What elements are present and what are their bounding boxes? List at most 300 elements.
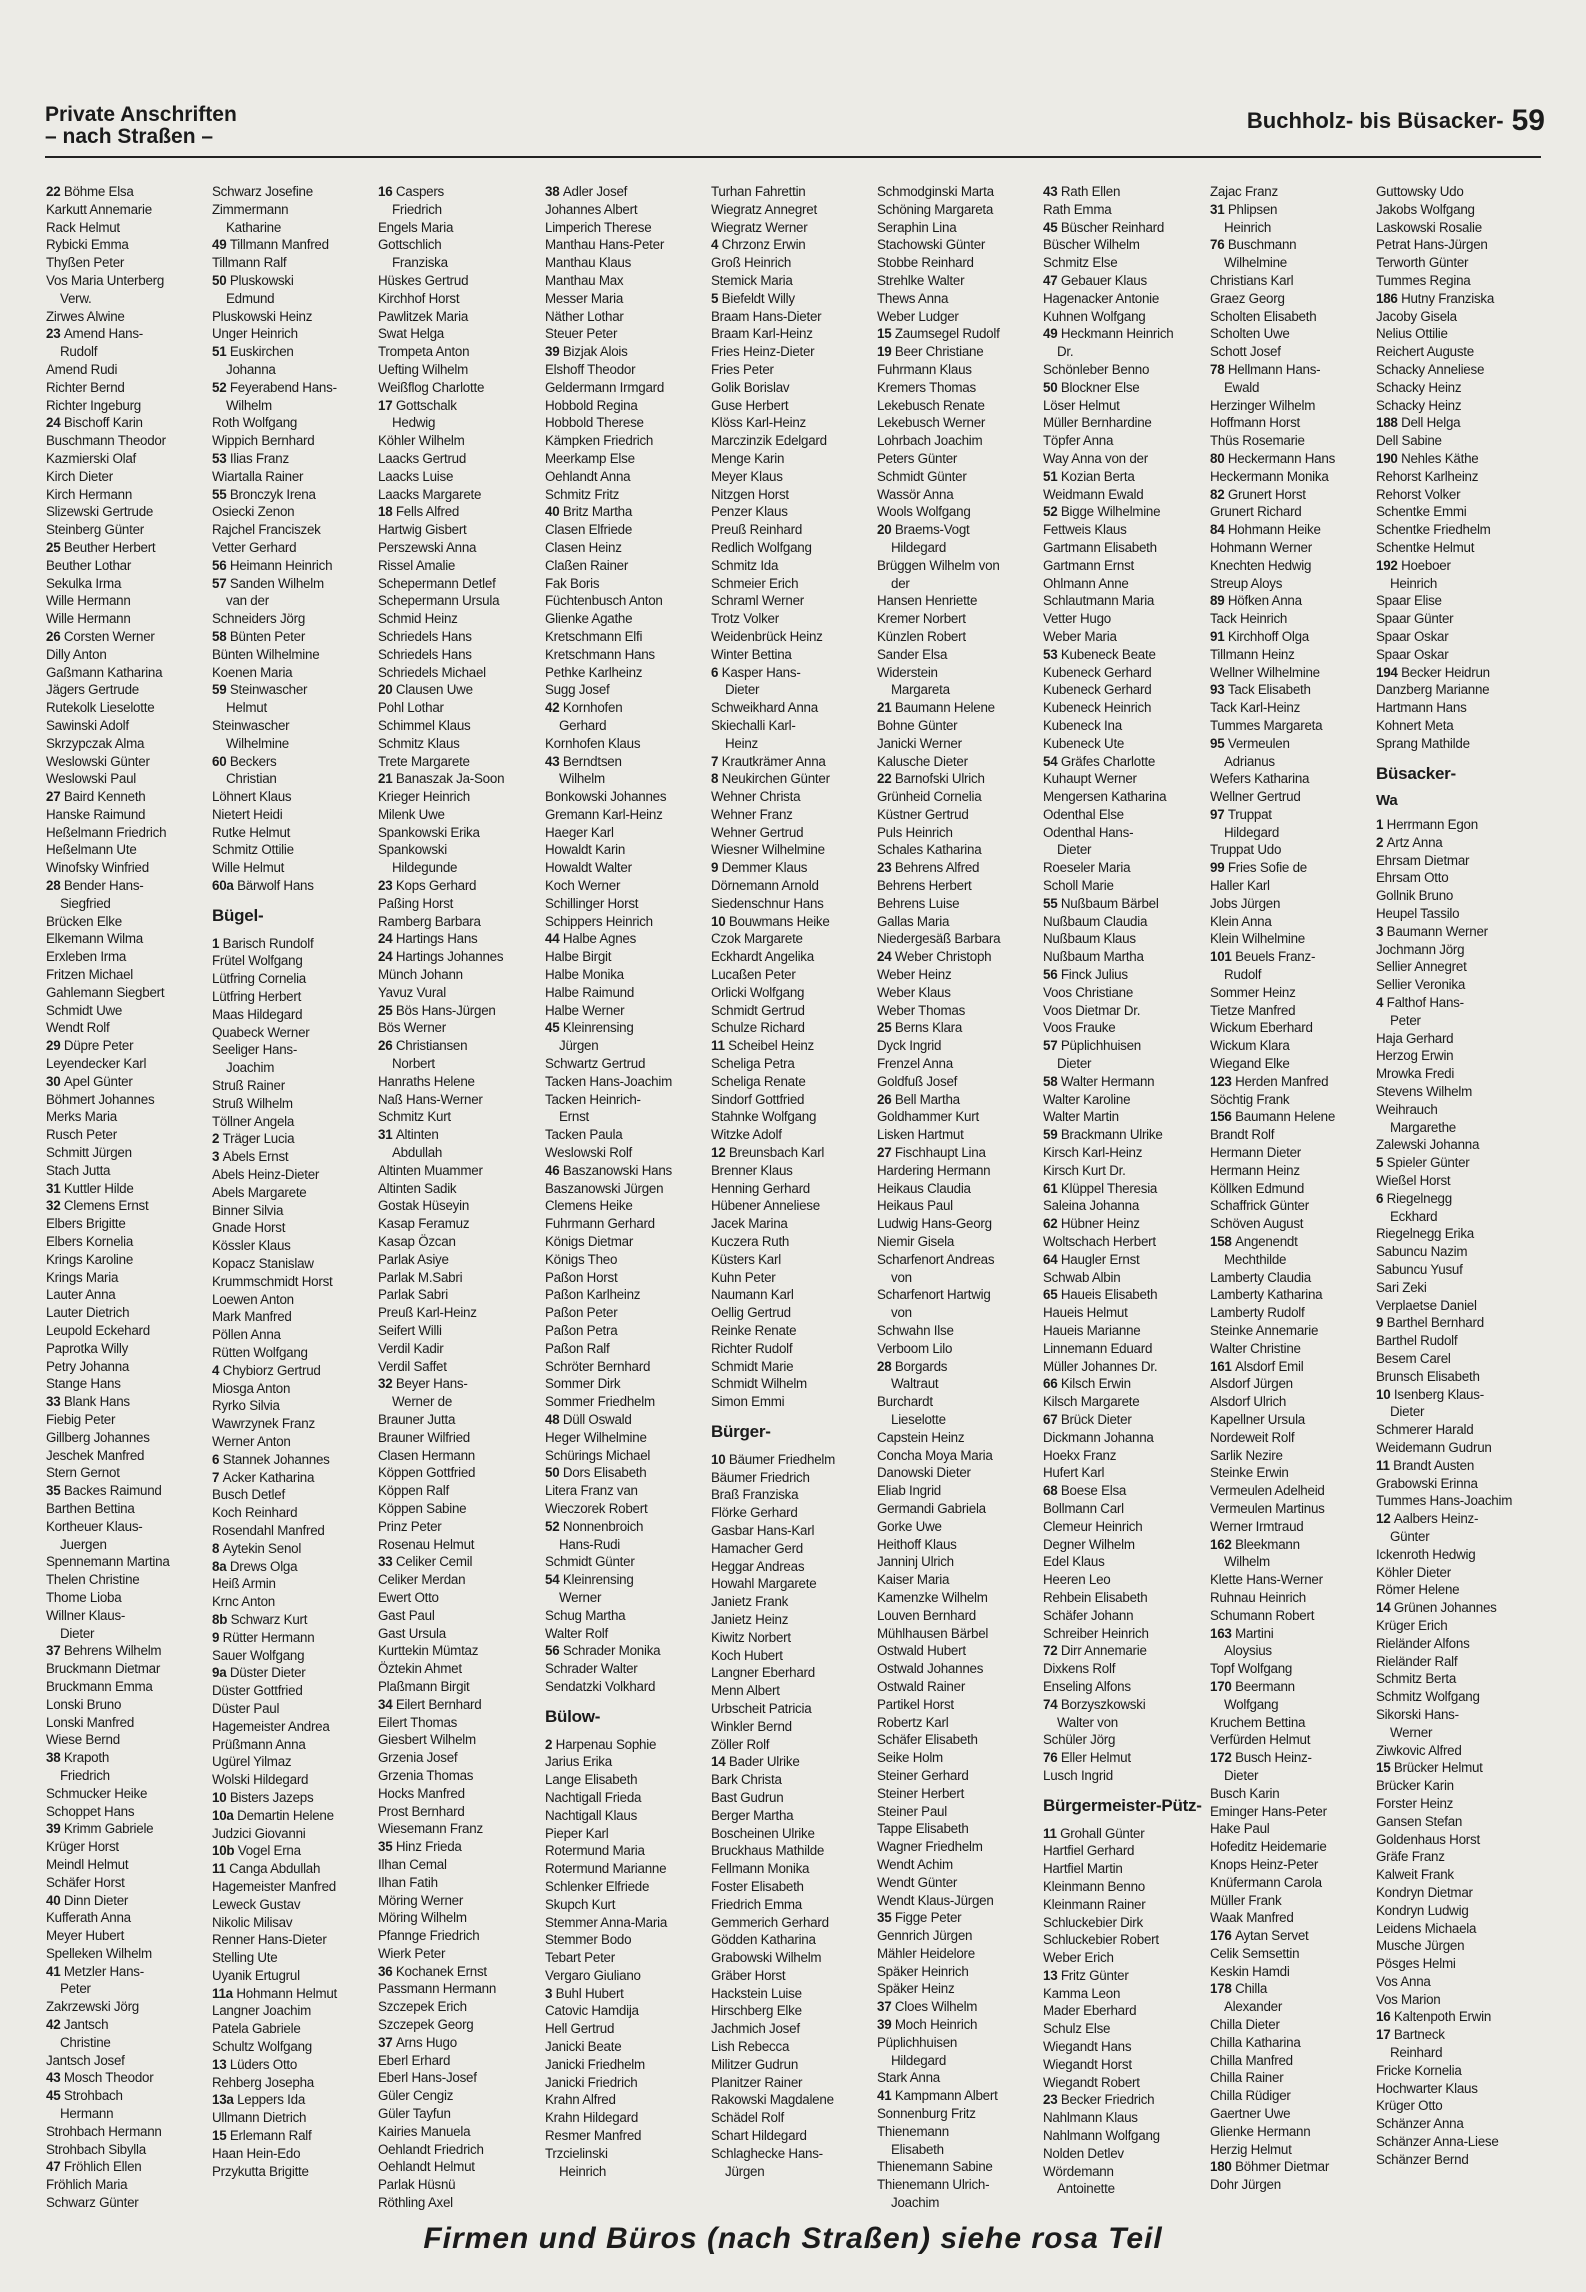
resident-entry: Schlaghecke Hans- (711, 2145, 823, 2161)
resident-entry: Herzig Helmut (1210, 2141, 1292, 2157)
resident-entry: Groß Heinrich (711, 255, 792, 271)
resident-entry: Lekebusch Werner (877, 415, 986, 431)
resident-entry: 40 Britz Martha (545, 504, 633, 520)
resident-entry: 163 Martini (1210, 1625, 1274, 1641)
column-3 (378, 183, 540, 2212)
resident-entry: Müller Johannes Dr. (1043, 1358, 1158, 1374)
resident-entry: Hell Gertrud (545, 2021, 615, 2037)
resident-entry: Petry Johanna (46, 1358, 130, 1374)
resident-entry: 52 Bigge Wilhelmine (1043, 504, 1161, 520)
resident-entry: Meyer Hubert (46, 1928, 125, 1944)
resident-entry: 1 Barisch Rundolf (212, 935, 314, 951)
resident-entry: 51 Euskirchen (212, 344, 294, 360)
house-number: 24 (46, 415, 64, 431)
resident-entry: Schmucker Heike (46, 1785, 148, 1801)
resident-entry: Schmerer Harald (1376, 1422, 1474, 1438)
resident-entry: Nietert Heidi (212, 806, 283, 822)
resident-entry: Haan Hein-Edo (212, 2145, 301, 2161)
resident-entry: Dixkens Rolf (1043, 1661, 1116, 1677)
resident-entry: Fettweis Klaus (1043, 522, 1127, 538)
entry-continuation: Joachim (891, 2195, 940, 2211)
resident-entry: 6 Stannek Johannes (212, 1451, 330, 1467)
resident-entry: Heikaus Claudia (877, 1180, 971, 1196)
resident-entry: Militzer Gudrun (711, 2056, 799, 2072)
entry-continuation: Rudolf (60, 344, 98, 360)
resident-entry: 22 Barnofski Ulrich (877, 771, 985, 787)
resident-entry: Lauter Dietrich (46, 1305, 130, 1321)
resident-entry: Stahnke Wolfgang (711, 1109, 817, 1125)
resident-entry: Köppen Ralf (378, 1483, 449, 1499)
resident-entry: Strohbach Sibylla (46, 2141, 146, 2157)
resident-entry: Königs Dietmar (545, 1234, 634, 1250)
resident-entry: Schlautmann Maria (1043, 593, 1155, 609)
resident-entry: Janicki Friedrich (545, 2074, 638, 2090)
header-subtitle: – nach Straßen – (45, 125, 214, 148)
resident-entry: 35 Backes Raimund (46, 1483, 162, 1499)
resident-entry: Hüskes Gertrud (378, 272, 469, 288)
resident-entry: 23 Amend Hans- (46, 326, 143, 342)
resident-entry: 50 Dors Elisabeth (545, 1465, 647, 1481)
house-number: 15 (212, 2128, 230, 2144)
entry-continuation: Christine (60, 2034, 111, 2050)
entry-continuation: Heinz (725, 735, 758, 751)
resident-entry: 15 Brücker Helmut (1376, 1760, 1483, 1776)
resident-entry: Stange Hans (46, 1376, 121, 1392)
entry-continuation: Walter von (1057, 1714, 1119, 1730)
resident-entry: Schepermann Detlef (378, 575, 496, 591)
resident-entry: Kasap Özcan (378, 1234, 456, 1250)
resident-entry: Hackstein Luise (711, 1985, 802, 2001)
resident-entry: Steinke Erwin (1210, 1465, 1289, 1481)
house-number: 54 (545, 1572, 563, 1588)
resident-entry: Mähler Heidelore (877, 1945, 975, 1961)
house-number: 17 (378, 397, 396, 413)
resident-entry: Buschmann Theodor (46, 433, 166, 449)
resident-entry: Weihrauch (1376, 1101, 1438, 1117)
page-number: 59 (1511, 104, 1545, 137)
entry-continuation: von (891, 1269, 912, 1285)
house-number: 29 (46, 1038, 64, 1054)
resident-entry: Hocks Manfred (378, 1785, 465, 1801)
house-number: 72 (1043, 1643, 1061, 1659)
resident-entry: Haeger Karl (545, 824, 614, 840)
house-number: 31 (46, 1180, 64, 1196)
resident-entry: 14 Bader Ulrike (711, 1754, 800, 1770)
resident-entry: Brücker Karin (1376, 1778, 1454, 1794)
resident-entry: Schimmel Klaus (378, 717, 471, 733)
house-number: 43 (46, 2070, 64, 2086)
resident-entry: Wellner Wilhelmine (1210, 664, 1320, 680)
house-number: 43 (545, 753, 563, 769)
resident-entry: 26 Bell Martha (877, 1091, 960, 1107)
resident-entry: Schröter Bernhard (545, 1358, 651, 1374)
entry-continuation: Dieter (1224, 1767, 1259, 1783)
resident-entry: Alsdorf Ulrich (1210, 1394, 1287, 1410)
resident-entry: Yavuz Vural (378, 984, 446, 1000)
resident-entry: 25 Bös Hans-Jürgen (378, 1002, 496, 1018)
resident-entry: Gollnik Bruno (1376, 888, 1454, 904)
resident-entry: 55 Bronczyk Irena (212, 486, 316, 502)
resident-entry: Köppen Sabine (378, 1500, 467, 1516)
resident-entry: Herzinger Wilhelm (1210, 397, 1316, 413)
house-number: 7 (711, 753, 722, 769)
resident-entry: Leidens Michaela (1376, 1920, 1477, 1936)
house-number: 2 (1376, 834, 1387, 850)
entry-continuation: Friedrich (392, 201, 442, 217)
resident-entry: 58 Walter Hermann (1043, 1073, 1155, 1089)
resident-entry: Spankowski Erika (378, 824, 480, 840)
column-6 (877, 183, 1039, 2212)
entry-continuation: Margarethe (1390, 1119, 1456, 1135)
house-number: 50 (212, 272, 230, 288)
resident-entry: Spaar Günter (1376, 611, 1454, 627)
resident-entry: Paßon Ralf (545, 1340, 610, 1356)
resident-entry: Sindorf Gottfried (711, 1091, 805, 1107)
resident-entry: Kasap Feramuz (378, 1216, 470, 1232)
resident-entry: Woltschach Herbert (1043, 1234, 1156, 1250)
resident-entry: Zirwes Alwine (46, 308, 125, 324)
resident-entry: Altinten Muammer (378, 1162, 483, 1178)
resident-entry: 180 Böhmer Dietmar (1210, 2159, 1330, 2175)
resident-entry: Schwarz Günter (46, 2195, 139, 2211)
resident-entry: Janicki Werner (877, 735, 962, 751)
house-number: 10a (212, 1807, 238, 1823)
resident-entry: Thews Anna (877, 290, 949, 306)
house-number: 4 (1376, 995, 1387, 1011)
resident-entry: Seifert Willi (378, 1323, 442, 1338)
entry-continuation: Elisabeth (891, 2141, 944, 2157)
resident-entry: Küstner Gertrud (877, 806, 969, 822)
resident-entry: Seike Holm (877, 1750, 943, 1766)
resident-entry: 89 Höfken Anna (1210, 593, 1302, 609)
column-2 (212, 183, 374, 2180)
resident-entry: Rosendahl Manfred (212, 1522, 325, 1538)
resident-entry: 9 Rütter Hermann (212, 1629, 315, 1645)
resident-entry: Köhler Dieter (1376, 1564, 1451, 1580)
resident-entry: 47 Gebauer Klaus (1043, 272, 1147, 288)
resident-entry: Schott Josef (1210, 344, 1281, 360)
house-number: 58 (212, 628, 230, 644)
resident-entry: Zalewski Johanna (1376, 1137, 1480, 1153)
resident-entry: 97 Truppat (1210, 806, 1272, 822)
resident-entry: Walter Karoline (1043, 1091, 1131, 1107)
resident-entry: Struß Wilhelm (212, 1095, 293, 1111)
resident-entry: Kubeneck Ute (1043, 735, 1125, 751)
resident-entry: Hanske Raimund (46, 806, 146, 822)
resident-entry: 6 Riegelnegg (1376, 1190, 1452, 1206)
resident-entry: Rieländer Alfons (1376, 1635, 1470, 1651)
column-9 (1376, 183, 1538, 2169)
resident-entry: Gast Paul (378, 1607, 435, 1623)
house-number: 67 (1043, 1411, 1061, 1427)
resident-entry: Krummschmidt Horst (212, 1273, 333, 1289)
house-number: 56 (1043, 967, 1061, 983)
resident-entry: Wiegand Elke (1210, 1056, 1290, 1072)
resident-entry: Kornhofen Klaus (545, 735, 641, 751)
resident-entry: 35 Hinz Frieda (378, 1839, 462, 1855)
resident-entry: Werner Anton (212, 1433, 291, 1449)
resident-entry: Osiecki Zenon (212, 504, 295, 520)
resident-entry: Weißflog Charlotte (378, 379, 485, 395)
resident-entry: Turhan Fahrettin (711, 184, 806, 199)
resident-entry: Hübener Anneliese (711, 1198, 820, 1214)
resident-entry: Knechten Hedwig (1210, 557, 1312, 573)
resident-entry: Krüger Horst (46, 1839, 119, 1855)
resident-entry: Schluckebier Robert (1043, 1932, 1159, 1948)
resident-entry: Leweck Gustav (212, 1896, 301, 1912)
resident-entry: Germandi Gabriela (877, 1500, 986, 1516)
resident-entry: Krieger Heinrich (378, 789, 471, 805)
resident-entry: Lisken Hartmut (877, 1127, 964, 1143)
house-number: 35 (378, 1839, 396, 1855)
resident-entry: Ewert Otto (378, 1589, 439, 1605)
resident-entry: Kuhn Peter (711, 1269, 776, 1285)
resident-entry: 40 Dinn Dieter (46, 1892, 129, 1908)
entry-continuation: Wilhelmine (1224, 255, 1287, 271)
resident-entry: Steiner Herbert (877, 1785, 965, 1801)
resident-entry: Sommer Heinz (1210, 984, 1296, 1000)
resident-entry: Gartmann Ernst (1043, 557, 1135, 573)
resident-entry: 99 Fries Sofie de (1210, 860, 1307, 876)
resident-entry: 34 Eilert Bernhard (378, 1696, 482, 1712)
resident-entry: Prost Bernhard (378, 1803, 465, 1819)
resident-entry: Schmidt Marie (711, 1358, 794, 1374)
resident-entry: Heithoff Klaus (877, 1536, 957, 1552)
house-number: 188 (1376, 415, 1402, 431)
resident-entry: Böhmert Johannes (46, 1091, 155, 1107)
resident-entry: Voos Christiane (1043, 984, 1134, 1000)
resident-entry: Burchardt (877, 1394, 933, 1410)
resident-entry: Strohbach Hermann (46, 2123, 162, 2139)
resident-entry: Scharfenort Andreas (877, 1251, 995, 1267)
resident-entry: Krüger Otto (1376, 2098, 1443, 2114)
house-number: 3 (1376, 923, 1387, 939)
resident-entry: Scholten Uwe (1210, 326, 1290, 342)
resident-entry: Weber Klaus (877, 984, 951, 1000)
resident-entry: Vos Maria Unterberg (46, 272, 165, 288)
resident-entry: Jägers Gertrude (46, 682, 140, 698)
resident-entry: Elkemann Wilma (46, 931, 143, 947)
house-number: 2 (212, 1131, 223, 1147)
entry-continuation: Margareta (891, 682, 950, 698)
house-number: 22 (46, 184, 64, 199)
resident-entry: Tacken Hans-Joachim (545, 1073, 672, 1089)
resident-entry: Puls Heinrich (877, 824, 953, 840)
entry-continuation: Wilhelm (1224, 1554, 1270, 1570)
resident-entry: Öztekin Ahmet (378, 1661, 462, 1677)
resident-entry: Schentke Helmut (1376, 539, 1475, 555)
resident-entry: Schmitz Else (1043, 255, 1118, 271)
resident-entry: Ickenroth Hedwig (1376, 1546, 1476, 1562)
resident-entry: Uefting Wilhelm (378, 361, 469, 377)
entry-continuation: Aloysius (1224, 1643, 1272, 1659)
house-number: 58 (1043, 1073, 1061, 1089)
house-number: 11 (1376, 1457, 1394, 1473)
resident-entry: 27 Baird Kenneth (46, 789, 146, 805)
resident-entry: 5 Spieler Günter (1376, 1155, 1470, 1171)
house-number: 27 (46, 789, 64, 805)
resident-entry: Tack Karl-Heinz (1210, 700, 1301, 716)
resident-entry: Roth Wolfgang (212, 415, 298, 431)
resident-entry: 156 Baumann Helene (1210, 1109, 1336, 1125)
entry-continuation: Edmund (226, 290, 275, 306)
house-number: 9 (1376, 1315, 1387, 1331)
resident-entry: 31 Altinten (378, 1127, 439, 1143)
resident-entry: Schäfer Johann (1043, 1607, 1134, 1623)
resident-entry: Fellmann Monika (711, 1861, 810, 1877)
resident-entry: Wiegandt Robert (1043, 2074, 1140, 2090)
resident-entry: Schänzer Anna-Liese (1376, 2134, 1499, 2150)
resident-entry: Maas Hildegard (212, 1006, 303, 1022)
resident-entry: Ilhan Fatih (378, 1874, 438, 1890)
resident-entry: Dyck Ingrid (877, 1038, 942, 1054)
street-heading: Bürgermeister-Pütz- (1043, 1795, 1202, 1815)
resident-entry: Kirchhof Horst (378, 290, 460, 306)
resident-entry: Grunert Richard (1210, 504, 1302, 520)
resident-entry: Weber Erich (1043, 1950, 1114, 1966)
resident-entry: Schmidt Gertrud (711, 1002, 805, 1018)
resident-entry: Düster Paul (212, 1700, 280, 1716)
entry-continuation: Gerhard (559, 717, 607, 733)
resident-entry: Klein Wilhelmine (1210, 931, 1305, 947)
resident-entry: 3 Buhl Hubert (545, 1985, 624, 2001)
house-number: 91 (1210, 628, 1228, 644)
house-number: 6 (711, 664, 722, 680)
resident-entry: Köllken Edmund (1210, 1180, 1305, 1196)
resident-entry: 11 Canga Abdullah (212, 1861, 321, 1877)
resident-entry: Ostwald Hubert (877, 1643, 966, 1659)
resident-entry: Abels Heinz-Dieter (212, 1167, 320, 1183)
resident-entry: 33 Blank Hans (46, 1394, 130, 1410)
resident-entry: Howaldt Karin (545, 842, 626, 858)
resident-entry: 52 Nonnenbroich (545, 1518, 644, 1534)
resident-entry: Elshoff Theodor (545, 361, 636, 377)
house-number: 74 (1043, 1696, 1061, 1712)
house-number: 65 (1043, 1287, 1061, 1303)
resident-entry: Hartwig Gisbert (378, 522, 467, 538)
resident-entry: Koch Hubert (711, 1647, 783, 1663)
resident-entry: Brenner Klaus (711, 1162, 793, 1178)
resident-entry: Schulze Richard (711, 1020, 805, 1036)
resident-entry: Wehner Franz (711, 806, 793, 822)
house-number: 10 (212, 1789, 230, 1805)
entry-continuation: Heinrich (559, 2163, 607, 2179)
entry-continuation: Dieter (1390, 1404, 1425, 1420)
resident-entry: 24 Bischoff Karin (46, 415, 143, 431)
resident-entry: Kuhnen Wolfgang (1043, 308, 1146, 324)
resident-entry: Wördemann (1043, 2163, 1114, 2179)
house-number: 49 (1043, 326, 1061, 342)
entry-continuation: Ernst (559, 1109, 590, 1125)
resident-entry: Spankowski (378, 842, 447, 858)
resident-entry: 72 Dirr Annemarie (1043, 1643, 1147, 1659)
resident-entry: Preuß Karl-Heinz (378, 1305, 477, 1321)
resident-entry: Schöven August (1210, 1216, 1304, 1232)
resident-entry: 9 Demmer Klaus (711, 860, 808, 876)
resident-entry: Füchtenbusch Anton (545, 593, 663, 609)
resident-entry: Kalweit Frank (1376, 1867, 1454, 1883)
resident-entry: Johannes Albert (545, 201, 638, 217)
resident-entry: Siedenschnur Hans (711, 895, 824, 911)
house-number: 31 (1210, 201, 1228, 217)
house-number: 163 (1210, 1625, 1236, 1641)
resident-entry: 35 Figge Peter (877, 1910, 962, 1926)
resident-entry: Schmitz Klaus (378, 735, 460, 751)
resident-entry: Klette Hans-Werner (1210, 1572, 1323, 1588)
resident-entry: Späker Heinz (877, 1981, 955, 1997)
resident-entry: Laacks Luise (378, 468, 454, 484)
resident-entry: Lonski Bruno (46, 1696, 122, 1712)
resident-entry: Thyßen Peter (46, 255, 125, 271)
entry-continuation: Verw. (60, 290, 92, 306)
resident-entry: Preuß Reinhard (711, 522, 803, 538)
house-number: 32 (378, 1376, 396, 1392)
street-heading: Büsacker- (1376, 763, 1456, 783)
resident-entry: Heckermann Monika (1210, 468, 1329, 484)
house-number: 20 (378, 682, 396, 698)
resident-entry: 80 Heckermann Hans (1210, 450, 1336, 466)
resident-entry: Tebart Peter (545, 1950, 615, 1966)
resident-entry: Chilla Manfred (1210, 2052, 1293, 2068)
resident-entry: Jachmich Josef (711, 2021, 800, 2037)
resident-entry: Schillinger Horst (545, 895, 639, 911)
house-number: 24 (378, 949, 396, 965)
resident-entry: Elbers Brigitte (46, 1216, 126, 1232)
house-number: 46 (545, 1162, 563, 1178)
resident-entry: 43 Berndtsen (545, 753, 622, 769)
resident-entry: 41 Metzler Hans- (46, 1963, 144, 1979)
resident-entry: 31 Kuttler Hilde (46, 1180, 134, 1196)
house-number: 194 (1376, 664, 1402, 680)
house-number: 39 (46, 1821, 64, 1837)
resident-entry: 55 Nußbaum Bärbel (1043, 895, 1159, 911)
house-number: 80 (1210, 450, 1228, 466)
resident-entry: Kohnert Meta (1376, 717, 1454, 733)
resident-entry: Kössler Klaus (212, 1238, 291, 1254)
resident-entry: Voos Dietmar Dr. (1043, 1002, 1141, 1018)
resident-entry: 61 Klüppel Theresia (1043, 1180, 1158, 1196)
resident-entry: Halbe Birgit (545, 949, 612, 965)
resident-entry: Koenen Maria (212, 664, 293, 680)
resident-entry: 76 Buschmann (1210, 237, 1297, 253)
resident-entry: Verdil Kadir (378, 1340, 444, 1356)
resident-entry: Manthau Klaus (545, 255, 632, 271)
resident-entry: Spelleken Wilhelm (46, 1945, 152, 1961)
resident-entry: 22 Böhme Elsa (46, 184, 134, 199)
resident-entry: Wießel Horst (1376, 1173, 1451, 1189)
resident-entry: Rehbein Elisabeth (1043, 1589, 1148, 1605)
resident-entry: 44 Halbe Agnes (545, 931, 637, 947)
resident-entry: Streup Aloys (1210, 575, 1283, 591)
resident-entry: Vergaro Giuliano (545, 1967, 641, 1983)
entry-continuation: der (891, 575, 910, 591)
resident-entry: Schepermann Ursula (378, 593, 500, 609)
resident-entry: Koch Reinhard (212, 1505, 298, 1521)
resident-entry: 67 Brück Dieter (1043, 1411, 1132, 1427)
house-number: 9a (212, 1665, 230, 1681)
resident-entry: Ziwkovic Alfred (1376, 1742, 1462, 1758)
resident-entry: Lohrbach Joachim (877, 433, 983, 449)
resident-entry: 8 Neukirchen Günter (711, 771, 830, 787)
resident-entry: Altinten Sadik (378, 1180, 457, 1196)
resident-entry: Bäumer Friedrich (711, 1469, 810, 1485)
resident-entry: 170 Beermann (1210, 1678, 1295, 1694)
resident-entry: Wiegandt Horst (1043, 2056, 1132, 2072)
resident-entry: Steinwascher (212, 717, 290, 733)
house-number: 28 (46, 878, 64, 894)
resident-entry: 25 Berns Klara (877, 1020, 963, 1036)
resident-entry: Tummes Regina (1376, 272, 1471, 288)
